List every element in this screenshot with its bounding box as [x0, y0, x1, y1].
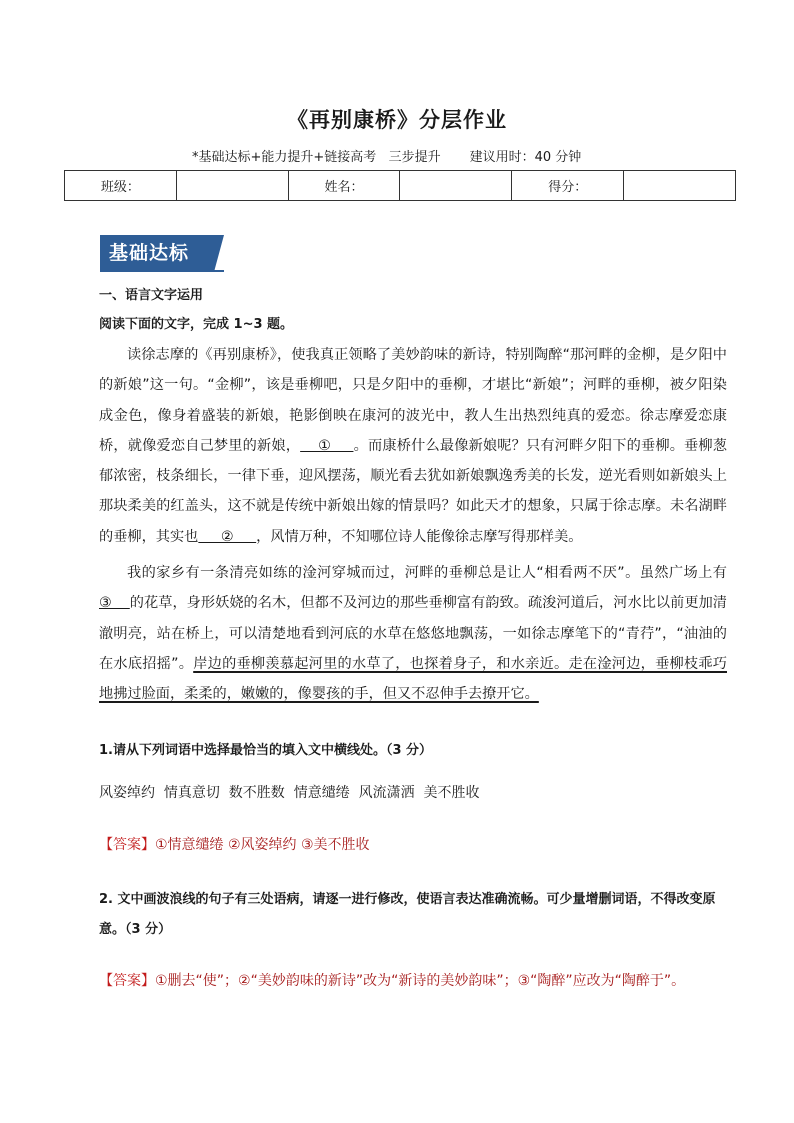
blank-2: ②: [198, 528, 257, 545]
section-heading: 一、语言文字运用: [99, 288, 204, 303]
answer-tag: 【答案】: [99, 973, 155, 989]
score-label: 得分：: [512, 171, 624, 201]
page-title: 《再别康桥》分层作业: [287, 108, 507, 132]
page-subtitle: *基础达标+能力提升+链接高考 三步提升 建议用时：40 分钟: [192, 150, 582, 165]
name-label: 姓名：: [288, 171, 400, 201]
blank-3: ③: [99, 595, 130, 612]
reading-instruction: 阅读下面的文字，完成 1~3 题。: [99, 317, 294, 332]
passage-text: 的花草，身形妖娆的名木，但都不及河边的那些垂柳富有韵致。疏浚河道后，河水比以前更加清澈明亮，站在桥上，可以清楚地看到河底的水草在悠悠地飘荡，一如徐志摩笔下的“青荇”，“油油的在水底招摇”。: [99, 595, 727, 672]
class-label: 班级：: [65, 171, 177, 201]
answer-text: ①删去“使”；②“美妙韵味的新诗”改为“新诗的美妙韵味”；③“陶醉”应改为“陶醉于”。: [155, 973, 686, 989]
section-banner: 基础达标: [100, 235, 214, 272]
answer-2: [99, 966, 729, 996]
passage-text: 。而康桥什么最像新娘呢？只有河畔夕阳下的垂柳。垂柳葱郁浓密，枝条细长，一律下垂，迎风摆荡，顺光看去犹如新娘飘逸秀美的长发，逆光看则如新娘头上那块柔美的红盖头，这不就是传统中新娘出嫁的情景吗？如此天才的想象，只属于徐志摩。未名湖畔的垂柳，其实也: [99, 437, 727, 545]
score-field: [624, 171, 736, 201]
question-1-options: 风姿绰约 情真意切 数不胜数 情意缱绻 风流潇洒 美不胜收: [99, 785, 480, 801]
blank-1: ①: [300, 437, 354, 454]
answer-text: ①情意缱绻 ②风姿绰约 ③美不胜收: [155, 837, 370, 853]
answer-1: [99, 830, 729, 860]
passage-text: ，风情万种，不知哪位诗人能像徐志摩写得那样美。: [256, 528, 583, 545]
name-field: [400, 171, 512, 201]
banner-underline: [100, 270, 224, 272]
passage-text: 读徐志摩的《再别康桥》，使我真正领略了美妙韵味的新诗，特别陶醉“那河畔的金柳，是夕阳中的新娘”这一句。“金柳”，该是垂柳吧，只是夕阳中的垂柳，才堪比“新娘”；河畔的垂柳，被夕阳染成金色，像身着盛装的新娘，艳影倒映在康河的波光中，教人生出热烈纯真的爱恋。徐志摩爱恋康桥，就像爱恋自己梦里的新娘，: [99, 347, 727, 454]
question-2: 2. 文中画波浪线的句子有三处语病，请逐一进行修改，使语言表达准确流畅。可少量增删词语，不得改变原意。（3 分）: [99, 892, 716, 937]
student-info-table: [64, 170, 736, 201]
answer-tag: 【答案】: [99, 837, 155, 853]
passage-paragraph-2: [99, 558, 727, 709]
class-field: [176, 171, 288, 201]
banner-tip: [214, 235, 224, 272]
question-1: 1.请从下列词语中选择最恰当的填入文中横线处。（3 分）: [99, 743, 433, 758]
passage-paragraph-1: [99, 340, 727, 552]
wavy-underlined-sentence: 岸边的垂柳羡慕起河里的水草了，也探着身子，和水亲近。走在淦河边，垂柳枝乖巧地拂过脸面，柔柔的，嫩嫩的，像婴孩的手，但又不忍伸手去撩开它。: [99, 655, 727, 703]
passage-text: 我的家乡有一条清亮如练的淦河穿城而过，河畔的垂柳总是让人“相看两不厌”。虽然广场上有: [127, 565, 727, 581]
